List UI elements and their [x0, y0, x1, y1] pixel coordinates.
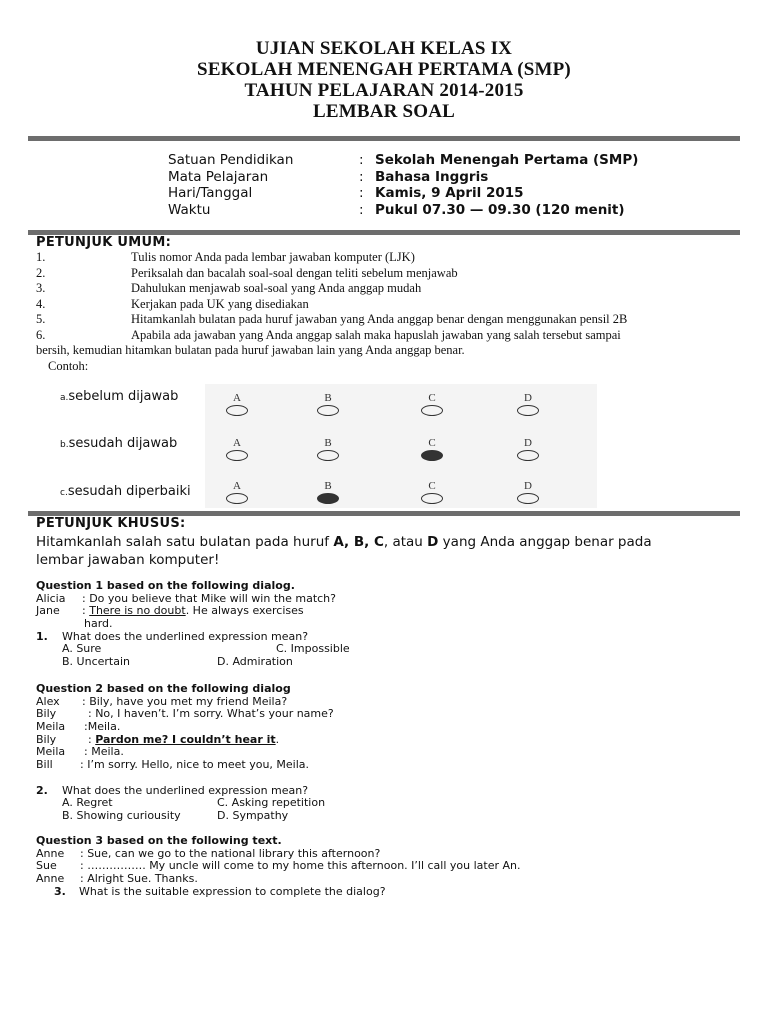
answer-option-b: [308, 480, 348, 504]
divider-1: [28, 136, 740, 141]
option-b: B. Showing curiousity: [62, 808, 181, 822]
option-letter: D: [524, 437, 532, 449]
info-row-unit: [168, 152, 638, 169]
answer-option-a: [217, 437, 257, 461]
info-value: Pukul 07.30 — 09.30 (120 menit): [375, 201, 625, 218]
item-number: 1.: [36, 250, 46, 264]
info-value: Sekolah Menengah Pertama (SMP): [375, 152, 639, 168]
answer-option-a: [217, 480, 257, 504]
option-d: D. Admiration: [217, 655, 293, 669]
answer-option-d: [508, 437, 548, 461]
info-value: Kamis, 9 April 2015: [375, 185, 524, 201]
speaker: Alicia: [36, 591, 66, 605]
answer-option-b: [308, 437, 348, 461]
example-prefix: c.: [60, 488, 68, 498]
speaker: Sue: [36, 859, 57, 873]
item-text: Hitamkanlah bulatan pada huruf jawaban yang Anda anggap benar dengan menggunakan pensil 2B: [131, 312, 628, 326]
item-text: Periksalah dan bacalah soal-soal dengan teliti sebelum menjawab: [131, 265, 458, 280]
colon: :: [82, 604, 86, 618]
question-text: What does the underlined expression mean?: [62, 783, 309, 797]
item-number: 4.: [36, 296, 46, 311]
option-a: A. Regret: [62, 796, 113, 810]
info-label: Mata Pelajaran: [168, 168, 269, 185]
example-label-c: [60, 484, 191, 499]
answer-option-d: [508, 392, 548, 416]
instruction-letters: A, B, C: [333, 534, 384, 550]
option-c: C. Impossible: [276, 642, 350, 656]
empty-bubble: [226, 493, 248, 504]
dialog-text: : Alright Sue. Thanks.: [80, 872, 198, 886]
item-number: 2.: [36, 265, 46, 280]
item-text: bersih, kemudian hitamkan bulatan pada huruf jawaban lain yang Anda anggap benar.: [36, 343, 465, 357]
empty-bubble: [317, 405, 339, 416]
speaker: Alex: [36, 694, 60, 708]
option-c: C. Asking repetition: [217, 796, 326, 810]
info-label: Satuan Pendidikan: [168, 152, 294, 168]
dialog-text: . He always exercises: [185, 604, 304, 618]
empty-bubble: [517, 405, 539, 416]
item-text: Tulis nomor Anda pada lembar jawaban komputer (LJK): [131, 250, 415, 264]
dialog-text: : No, I haven’t. I’m sorry. What’s your name?: [88, 707, 334, 721]
option-letter: A: [233, 480, 241, 492]
info-colon: :: [359, 185, 364, 201]
question-number: 3.: [54, 884, 66, 898]
dialog-text: : Bily, have you met my friend Meila?: [82, 694, 288, 708]
option-letter: D: [524, 392, 532, 404]
speaker: Anne: [36, 872, 65, 886]
dialog-text: : I’m sorry. Hello, nice to meet you, Meila.: [80, 758, 310, 772]
underlined-expression: There is no doubt: [89, 604, 186, 618]
list-item: [36, 281, 730, 297]
speaker: Meila: [36, 745, 66, 759]
exam-info: [168, 152, 638, 218]
instruction-text: Hitamkanlah salah satu bulatan pada huruf: [36, 534, 334, 550]
question-title: Question 1 based on the following dialog.: [36, 579, 295, 592]
item-number: 5.: [36, 312, 46, 326]
exam-header: [0, 38, 768, 122]
example-heading: [36, 359, 730, 375]
item-text: Kerjakan pada UK yang disediakan: [131, 296, 309, 311]
filled-bubble: [317, 493, 339, 504]
list-item: [36, 266, 730, 282]
example-label-a: [60, 389, 178, 404]
specific-instructions-title: PETUNJUK KHUSUS:: [36, 516, 186, 531]
question-title: Question 2 based on the following dialog: [36, 682, 291, 695]
answer-option-a: [217, 392, 257, 416]
info-row-time: [168, 202, 638, 219]
item-number: 3.: [36, 281, 46, 295]
header-line-4: LEMBAR SOAL: [312, 101, 456, 122]
info-label: Waktu: [168, 201, 211, 218]
general-instructions-title: PETUNJUK UMUM:: [36, 235, 172, 250]
speaker: Jane: [36, 604, 60, 618]
info-colon: :: [359, 201, 364, 218]
instruction-text: , atau: [383, 534, 428, 550]
example-text: sesudah dijawab: [68, 436, 178, 451]
empty-bubble: [421, 405, 443, 416]
dialog-text: hard.: [84, 617, 113, 631]
question-text: What does the underlined expression mean?: [62, 629, 309, 643]
answer-option-d: [508, 480, 548, 504]
option-letter: C: [428, 392, 436, 404]
speaker: Meila: [36, 720, 66, 734]
option-b: B. Uncertain: [62, 655, 130, 669]
header-line-2: SEKOLAH MENENGAH PERTAMA (SMP): [197, 59, 571, 80]
option-letter: D: [524, 480, 532, 492]
dialog-text: : Sue, can we go to the national library this afternoon?: [80, 846, 381, 860]
contoh-label: Contoh:: [48, 358, 89, 373]
dialog-text: .: [275, 732, 280, 746]
dialog-text: :Meila.: [84, 720, 121, 734]
speaker: Bily: [36, 732, 57, 746]
answer-option-c: [412, 392, 452, 416]
speaker: Bily: [36, 707, 57, 721]
list-item: [36, 297, 730, 313]
empty-bubble: [226, 405, 248, 416]
list-item: [36, 312, 730, 328]
example-text: sesudah diperbaiki: [67, 484, 191, 499]
list-item-continuation: [36, 343, 730, 359]
info-label: Hari/Tanggal: [168, 185, 253, 201]
example-label-b: [60, 436, 177, 451]
question-1: [36, 580, 736, 669]
colon: :: [88, 732, 92, 746]
question-number: 2.: [36, 783, 48, 797]
option-letter: B: [324, 437, 332, 449]
empty-bubble: [517, 450, 539, 461]
option-letter: A: [233, 392, 241, 404]
question-2: [36, 683, 736, 823]
instruction-text: lembar jawaban komputer!: [36, 552, 220, 568]
filled-bubble: [421, 450, 443, 461]
instruction-text: yang Anda anggap benar pada: [438, 534, 652, 550]
list-item: [36, 328, 730, 344]
example-prefix: b.: [60, 440, 69, 450]
info-colon: :: [359, 168, 364, 185]
example-text: sebelum dijawab: [68, 389, 179, 404]
answer-option-c: [412, 480, 452, 504]
question-text: What is the suitable expression to complete the dialog?: [79, 884, 386, 898]
example-prefix: a.: [60, 393, 69, 403]
instruction-letter-d: D: [427, 534, 439, 550]
header-line-3: TAHUN PELAJARAN 2014-2015: [244, 80, 524, 101]
empty-bubble: [517, 493, 539, 504]
item-text: Apabila ada jawaban yang Anda anggap salah maka hapuslah jawaban yang salah tersebut sampai: [131, 327, 621, 342]
speaker: Anne: [36, 846, 65, 860]
header-line-1: UJIAN SEKOLAH KELAS IX: [255, 38, 513, 59]
item-number: 6.: [36, 327, 46, 342]
empty-bubble: [226, 450, 248, 461]
option-d: D. Sympathy: [217, 808, 289, 822]
question-title: Question 3 based on the following text.: [36, 834, 282, 847]
dialog-text: : ……………. My uncle will come to my home this afternoon. I’ll call you later An.: [80, 859, 521, 873]
option-letter: C: [428, 480, 436, 492]
option-a: A. Sure: [62, 642, 102, 656]
underlined-expression: Pardon me? I couldn’t hear it: [95, 732, 276, 746]
info-colon: :: [359, 152, 364, 168]
general-instructions-list: [36, 250, 730, 374]
option-letter: B: [324, 392, 332, 404]
dialog-line: [82, 605, 304, 618]
speaker: Bill: [36, 758, 53, 772]
option-letter: B: [324, 480, 332, 492]
dialog-text: : Meila.: [84, 745, 124, 759]
answer-option-c: [412, 437, 452, 461]
list-item: [36, 250, 730, 266]
option-letter: C: [428, 437, 436, 449]
info-row-subject: [168, 169, 638, 186]
question-3: [36, 835, 736, 898]
dialog-text: : Do you believe that Mike will win the match?: [82, 591, 336, 605]
answer-option-b: [308, 392, 348, 416]
empty-bubble: [317, 450, 339, 461]
specific-instructions-text: [36, 533, 736, 569]
item-text: Dahulukan menjawab soal-soal yang Anda anggap mudah: [131, 281, 422, 295]
info-row-date: [168, 185, 638, 202]
question-number: 1.: [36, 629, 48, 643]
empty-bubble: [421, 493, 443, 504]
option-letter: A: [233, 437, 241, 449]
info-value: Bahasa Inggris: [375, 168, 489, 185]
